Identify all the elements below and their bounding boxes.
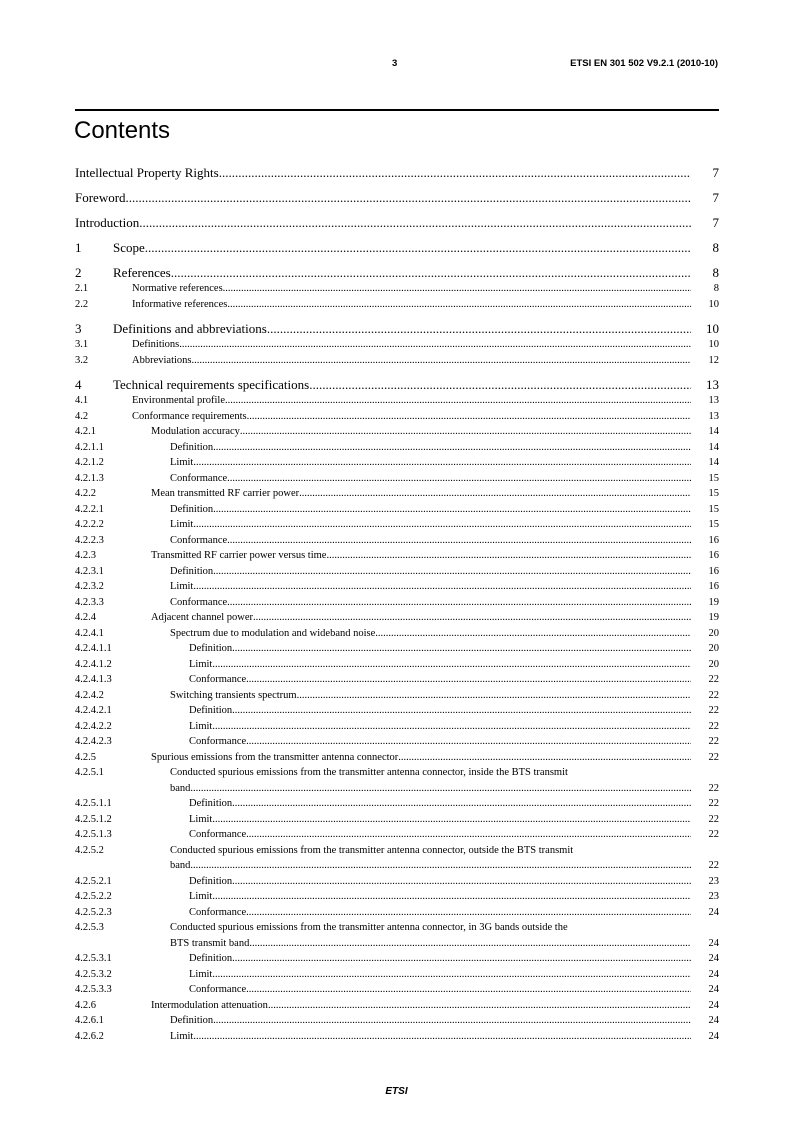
toc-entry[interactable] bbox=[75, 688, 719, 704]
toc-entry-title: Limit bbox=[189, 891, 213, 902]
dot-leader bbox=[192, 353, 692, 369]
dot-leader bbox=[246, 672, 691, 688]
toc-entry[interactable] bbox=[75, 471, 719, 487]
toc-entry-number: 4 bbox=[75, 377, 82, 392]
toc-entry[interactable] bbox=[75, 533, 719, 549]
toc-entry-number: 4.2.6.1 bbox=[75, 1015, 104, 1026]
toc-entry-page: 10 bbox=[706, 321, 719, 336]
toc-entry[interactable] bbox=[75, 843, 719, 874]
toc-entry-page: 8 bbox=[712, 240, 719, 255]
header-rule bbox=[75, 109, 719, 111]
toc-entry-page: 12 bbox=[708, 354, 719, 366]
toc-entry-page: 15 bbox=[708, 488, 719, 499]
toc-entry-title: Limit bbox=[189, 658, 213, 670]
toc-entry-title: Definition bbox=[170, 441, 214, 453]
toc-entry-page: 13 bbox=[706, 377, 719, 392]
dot-leader bbox=[193, 455, 691, 471]
toc-entry-title: References bbox=[113, 265, 171, 280]
toc-entry-page: 22 bbox=[708, 813, 719, 825]
dot-leader bbox=[232, 874, 691, 890]
toc-entry-page: 20 bbox=[708, 658, 719, 670]
dot-leader bbox=[297, 688, 691, 704]
toc-entry-title: Limit bbox=[189, 968, 213, 980]
toc-entry-page: 16 bbox=[708, 581, 719, 592]
toc-entry[interactable] bbox=[75, 982, 719, 998]
toc-entry-title: Informative references bbox=[132, 298, 228, 310]
toc-entry-number: 4.2.3 bbox=[75, 550, 96, 561]
toc-entry-page: 7 bbox=[712, 190, 719, 205]
toc-entry-page: 22 bbox=[708, 798, 719, 809]
toc-entry[interactable] bbox=[75, 626, 719, 642]
toc-entry-number: 4.2.1.2 bbox=[75, 457, 104, 468]
toc-entry[interactable] bbox=[75, 641, 719, 657]
toc-entry-title: Scope bbox=[113, 240, 145, 255]
toc-entry-page: 24 bbox=[708, 968, 719, 980]
toc-entry-number: 4.2.3.3 bbox=[75, 596, 104, 608]
toc-entry[interactable] bbox=[75, 353, 719, 369]
dot-leader bbox=[232, 703, 691, 719]
toc-entry-number: 2.1 bbox=[75, 283, 89, 294]
toc-entry-page: 22 bbox=[708, 860, 719, 871]
dot-leader bbox=[326, 548, 691, 564]
toc-entry-number: 2 bbox=[75, 265, 82, 280]
dot-leader bbox=[179, 337, 691, 353]
toc-entry-page: 22 bbox=[708, 705, 719, 716]
toc-entry-number: 4.2.3.1 bbox=[75, 565, 104, 577]
toc-entry-page: 22 bbox=[708, 829, 719, 840]
toc-entry-number: 4.2.4.2.2 bbox=[75, 720, 112, 732]
dot-leader bbox=[219, 165, 691, 181]
toc-entry[interactable] bbox=[75, 424, 719, 440]
dot-leader bbox=[299, 486, 691, 502]
toc-entry[interactable] bbox=[75, 905, 719, 921]
toc-entry-page: 14 bbox=[708, 457, 719, 468]
toc-entry[interactable] bbox=[75, 165, 719, 181]
toc-entry-page: 22 bbox=[708, 782, 719, 794]
toc-entry[interactable] bbox=[75, 734, 719, 750]
toc-entry[interactable] bbox=[75, 672, 719, 688]
toc-entry-number: 4.2 bbox=[75, 410, 89, 422]
toc-entry-number: 4.2.2 bbox=[75, 488, 96, 499]
toc-entry-title: Conformance bbox=[170, 534, 228, 546]
dot-leader bbox=[246, 982, 691, 998]
toc-entry-title: Limit bbox=[189, 720, 213, 732]
toc-entry-page: 8 bbox=[712, 265, 719, 280]
toc-entry-page: 19 bbox=[708, 596, 719, 608]
toc-entry[interactable] bbox=[75, 1013, 719, 1029]
toc-entry-title: Intermodulation attenuation bbox=[151, 999, 268, 1011]
dot-leader bbox=[247, 409, 691, 425]
dot-leader bbox=[227, 533, 691, 549]
toc-entry-title-continued: band bbox=[170, 860, 191, 871]
toc-entry-number: 4.2.5.1.3 bbox=[75, 829, 112, 840]
toc-entry[interactable] bbox=[75, 455, 719, 471]
toc-entry-title: Mean transmitted RF carrier power bbox=[151, 488, 300, 499]
toc-entry-title: Limit bbox=[170, 581, 194, 592]
toc-entry-title: Definition bbox=[189, 875, 233, 887]
toc-entry-title: Intellectual Property Rights bbox=[75, 165, 219, 180]
dot-leader bbox=[213, 502, 691, 518]
dot-leader bbox=[139, 215, 691, 231]
toc-entry-number: 4.2.5.2.2 bbox=[75, 891, 112, 902]
dot-leader bbox=[227, 471, 691, 487]
toc-entry-page: 10 bbox=[708, 339, 719, 350]
toc-entry-number: 4.2.6 bbox=[75, 999, 96, 1011]
dot-leader bbox=[190, 858, 691, 874]
dot-leader bbox=[145, 240, 691, 256]
toc-entry-title: Conformance bbox=[189, 984, 247, 995]
toc-entry-title: Limit bbox=[170, 519, 194, 530]
toc-entry-title: Environmental profile bbox=[132, 395, 226, 406]
toc-entry-number: 3 bbox=[75, 321, 82, 336]
toc-entry-title: Spurious emissions from the transmitter antenna connector bbox=[151, 751, 399, 763]
toc-entry-page: 22 bbox=[708, 689, 719, 701]
dot-leader bbox=[212, 889, 691, 905]
toc-entry-number: 4.2.5.1.2 bbox=[75, 813, 112, 825]
toc-entry-page: 23 bbox=[708, 891, 719, 902]
toc-entry-page: 16 bbox=[708, 550, 719, 561]
toc-entry-number: 4.2.5.2.3 bbox=[75, 906, 112, 918]
toc-entry-page: 15 bbox=[708, 472, 719, 484]
dot-leader bbox=[249, 936, 691, 952]
toc-entry-title: Modulation accuracy bbox=[151, 426, 240, 437]
toc-entry-number: 4.2.5.3 bbox=[75, 922, 104, 933]
toc-entry-page: 16 bbox=[708, 534, 719, 546]
dot-leader bbox=[246, 905, 691, 921]
toc-entry-title: Adjacent channel power bbox=[151, 612, 254, 623]
toc-entry-page: 22 bbox=[708, 736, 719, 747]
toc-entry-number: 4.2.2.2 bbox=[75, 519, 104, 530]
toc-entry-title: Limit bbox=[170, 457, 194, 468]
toc-entry[interactable] bbox=[75, 579, 719, 595]
dot-leader bbox=[267, 321, 691, 337]
toc-entry[interactable] bbox=[75, 240, 719, 256]
toc-entry-page: 14 bbox=[708, 426, 719, 437]
dot-leader bbox=[398, 750, 691, 766]
toc-entry[interactable] bbox=[75, 812, 719, 828]
dot-leader bbox=[193, 579, 691, 595]
toc-entry-title: Conducted spurious emissions from the transmitter antenna connector, outside the BTS transmit bbox=[170, 844, 574, 856]
dot-leader bbox=[212, 967, 691, 983]
toc-entry-title: Definition bbox=[170, 1015, 214, 1026]
toc-entry-page: 20 bbox=[708, 627, 719, 639]
dot-leader bbox=[212, 812, 691, 828]
toc-entry[interactable] bbox=[75, 951, 719, 967]
toc-entry-title: Definition bbox=[170, 565, 214, 577]
dot-leader bbox=[232, 796, 691, 812]
toc-entry-number: 4.2.5.2.1 bbox=[75, 875, 112, 887]
toc-entry-page: 24 bbox=[708, 937, 719, 949]
toc-entry-number: 4.2.2.3 bbox=[75, 534, 104, 546]
dot-leader bbox=[190, 781, 691, 797]
toc-entry-number: 4.2.1.1 bbox=[75, 441, 104, 453]
dot-leader bbox=[268, 998, 691, 1014]
toc-entry[interactable] bbox=[75, 409, 719, 425]
dot-leader bbox=[126, 190, 691, 206]
dot-leader bbox=[193, 1029, 691, 1045]
dot-leader bbox=[171, 265, 691, 281]
toc-entry-title: Conducted spurious emissions from the transmitter antenna connector, in 3G bands outside the bbox=[170, 922, 568, 933]
header-page-number: 3 bbox=[392, 58, 398, 69]
toc-entry-page: 16 bbox=[708, 565, 719, 577]
toc-entry-number: 4.2.3.2 bbox=[75, 581, 104, 592]
toc-entry[interactable] bbox=[75, 765, 719, 796]
dot-leader bbox=[213, 1013, 691, 1029]
toc-entry[interactable] bbox=[75, 998, 719, 1014]
dot-leader bbox=[309, 377, 691, 393]
toc-entry[interactable] bbox=[75, 502, 719, 518]
toc-entry-number: 3.1 bbox=[75, 339, 89, 350]
toc-entry[interactable] bbox=[75, 827, 719, 843]
toc-entry-title: Conformance bbox=[189, 906, 247, 918]
dot-leader bbox=[246, 734, 691, 750]
toc-entry[interactable] bbox=[75, 874, 719, 890]
toc-entry[interactable] bbox=[75, 920, 719, 951]
toc-entry-number: 4.2.5.2 bbox=[75, 844, 104, 856]
toc-entry-page: 24 bbox=[708, 984, 719, 995]
toc-entry[interactable] bbox=[75, 321, 719, 337]
toc-entry-page: 23 bbox=[708, 875, 719, 887]
toc-entry-title-continued: band bbox=[170, 782, 191, 794]
dot-leader bbox=[213, 440, 691, 456]
toc-entry[interactable] bbox=[75, 719, 719, 735]
toc-entry-number: 4.2.4.1.1 bbox=[75, 643, 112, 654]
toc-entry-number: 3.2 bbox=[75, 354, 89, 366]
toc-entry-number: 4.2.5.3.3 bbox=[75, 984, 112, 995]
toc-entry[interactable] bbox=[75, 564, 719, 580]
toc-entry-title: Limit bbox=[170, 1030, 194, 1042]
toc-entry-title: Transmitted RF carrier power versus time bbox=[151, 550, 327, 561]
dot-leader bbox=[213, 564, 691, 580]
toc-entry-number: 4.2.2.1 bbox=[75, 503, 104, 515]
dot-leader bbox=[227, 297, 691, 313]
toc-entry-title: Definition bbox=[170, 503, 214, 515]
toc-entry-number: 4.2.5.3.2 bbox=[75, 968, 112, 980]
dot-leader bbox=[232, 951, 691, 967]
toc-entry-number: 4.2.4.1 bbox=[75, 627, 104, 639]
toc-entry-number: 1 bbox=[75, 240, 82, 255]
toc-entry[interactable] bbox=[75, 610, 719, 626]
toc-entry-title: Introduction bbox=[75, 215, 140, 230]
toc-entry-page: 8 bbox=[713, 283, 719, 294]
toc-entry-number: 4.2.4 bbox=[75, 612, 96, 623]
toc-entry[interactable] bbox=[75, 517, 719, 533]
toc-entry-title: Conformance bbox=[170, 596, 228, 608]
toc-entry-page: 24 bbox=[708, 906, 719, 918]
toc-entry-title: Conformance bbox=[189, 736, 247, 747]
toc-entry-page: 24 bbox=[708, 1015, 719, 1026]
toc-entry-number: 4.2.6.2 bbox=[75, 1030, 104, 1042]
toc-entry-title: Definition bbox=[189, 798, 233, 809]
page-title: Contents bbox=[74, 117, 171, 144]
toc-entry-title: Limit bbox=[189, 813, 213, 825]
toc-entry-number: 4.2.4.2.1 bbox=[75, 705, 112, 716]
toc-entry-page: 24 bbox=[708, 1030, 719, 1042]
toc-entry-number: 4.2.4.2.3 bbox=[75, 736, 112, 747]
toc-entry-number: 4.2.5.1 bbox=[75, 767, 104, 778]
dot-leader bbox=[232, 641, 691, 657]
toc-entry[interactable] bbox=[75, 265, 719, 281]
toc-entry[interactable] bbox=[75, 281, 719, 297]
toc-entry[interactable] bbox=[75, 486, 719, 502]
toc-entry-page: 19 bbox=[708, 612, 719, 623]
toc-entry-title: Normative references bbox=[132, 283, 223, 294]
toc-entry[interactable] bbox=[75, 548, 719, 564]
toc-entry-page: 13 bbox=[708, 410, 719, 422]
toc-entry-title: Conformance requirements bbox=[132, 410, 247, 422]
dot-leader bbox=[193, 517, 691, 533]
toc-entry-title: Foreword bbox=[75, 190, 126, 205]
toc-entry-number: 4.2.4.2 bbox=[75, 689, 104, 701]
dot-leader bbox=[212, 657, 691, 673]
toc-entry-title: Definitions and abbreviations bbox=[113, 321, 267, 336]
dot-leader bbox=[240, 424, 691, 440]
toc-entry[interactable] bbox=[75, 703, 719, 719]
toc-entry-number: 4.2.1 bbox=[75, 426, 96, 437]
toc-entry-title: Definition bbox=[189, 953, 233, 964]
toc-entry-page: 15 bbox=[708, 503, 719, 515]
toc-entry-title-continued: BTS transmit band bbox=[170, 937, 250, 949]
dot-leader bbox=[253, 610, 691, 626]
header-document-id: ETSI EN 301 502 V9.2.1 (2010-10) bbox=[570, 58, 718, 69]
toc-entry-title: Definitions bbox=[132, 339, 180, 350]
toc-entry[interactable] bbox=[75, 393, 719, 409]
toc-entry[interactable] bbox=[75, 796, 719, 812]
toc-entry-page: 7 bbox=[712, 215, 719, 230]
dot-leader bbox=[246, 827, 691, 843]
footer-logo-text: ETSI bbox=[385, 1086, 408, 1097]
toc-entry[interactable] bbox=[75, 297, 719, 313]
toc-entry-title: Conformance bbox=[189, 674, 247, 685]
toc-entry-number: 4.1 bbox=[75, 395, 89, 406]
toc-entry-title: Spectrum due to modulation and wideband noise bbox=[170, 627, 376, 639]
dot-leader bbox=[227, 595, 691, 611]
toc-entry-title: Definition bbox=[189, 705, 233, 716]
toc-entry[interactable] bbox=[75, 440, 719, 456]
toc-entry-page: 14 bbox=[708, 441, 719, 453]
toc-entry-title: Conformance bbox=[170, 472, 228, 484]
toc-entry-number: 4.2.1.3 bbox=[75, 472, 104, 484]
toc-entry-page: 22 bbox=[708, 751, 719, 763]
toc-entry-title: Conformance bbox=[189, 829, 247, 840]
toc-entry-page: 24 bbox=[708, 953, 719, 964]
toc-entry[interactable] bbox=[75, 215, 719, 231]
toc-entry-number: 4.2.5.3.1 bbox=[75, 953, 112, 964]
toc-entry[interactable] bbox=[75, 190, 719, 206]
toc-entry-title: Abbreviations bbox=[132, 354, 192, 366]
toc-entry-number: 2.2 bbox=[75, 298, 89, 310]
toc-entry-title: Conducted spurious emissions from the transmitter antenna connector, inside the BTS transmit bbox=[170, 767, 568, 778]
toc-entry-number: 4.2.5.1.1 bbox=[75, 798, 112, 809]
toc-entry-title: Technical requirements specifications bbox=[113, 377, 310, 392]
dot-leader bbox=[212, 719, 691, 735]
toc-entry[interactable] bbox=[75, 377, 719, 393]
toc-entry-title: Definition bbox=[189, 643, 233, 654]
toc-entry[interactable] bbox=[75, 657, 719, 673]
toc-entry[interactable] bbox=[75, 967, 719, 983]
toc-entry-page: 20 bbox=[708, 643, 719, 654]
toc-entry[interactable] bbox=[75, 1029, 719, 1045]
toc-entry-title: Switching transients spectrum bbox=[170, 689, 297, 701]
toc-entry-page: 22 bbox=[708, 674, 719, 685]
dot-leader bbox=[375, 626, 691, 642]
toc-entry[interactable] bbox=[75, 337, 719, 353]
toc-entry-page: 7 bbox=[712, 165, 719, 180]
toc-entry[interactable] bbox=[75, 750, 719, 766]
toc-entry[interactable] bbox=[75, 595, 719, 611]
dot-leader bbox=[225, 393, 691, 409]
toc-entry-number: 4.2.5 bbox=[75, 751, 96, 763]
dot-leader bbox=[223, 281, 691, 297]
toc-entry-page: 15 bbox=[708, 519, 719, 530]
toc-entry-page: 22 bbox=[708, 720, 719, 732]
toc-entry-page: 13 bbox=[708, 395, 719, 406]
toc-entry-page: 10 bbox=[708, 298, 719, 310]
toc-entry-number: 4.2.4.1.3 bbox=[75, 674, 112, 685]
toc-entry[interactable] bbox=[75, 889, 719, 905]
toc-entry-page: 24 bbox=[708, 999, 719, 1011]
toc-entry-number: 4.2.4.1.2 bbox=[75, 658, 112, 670]
